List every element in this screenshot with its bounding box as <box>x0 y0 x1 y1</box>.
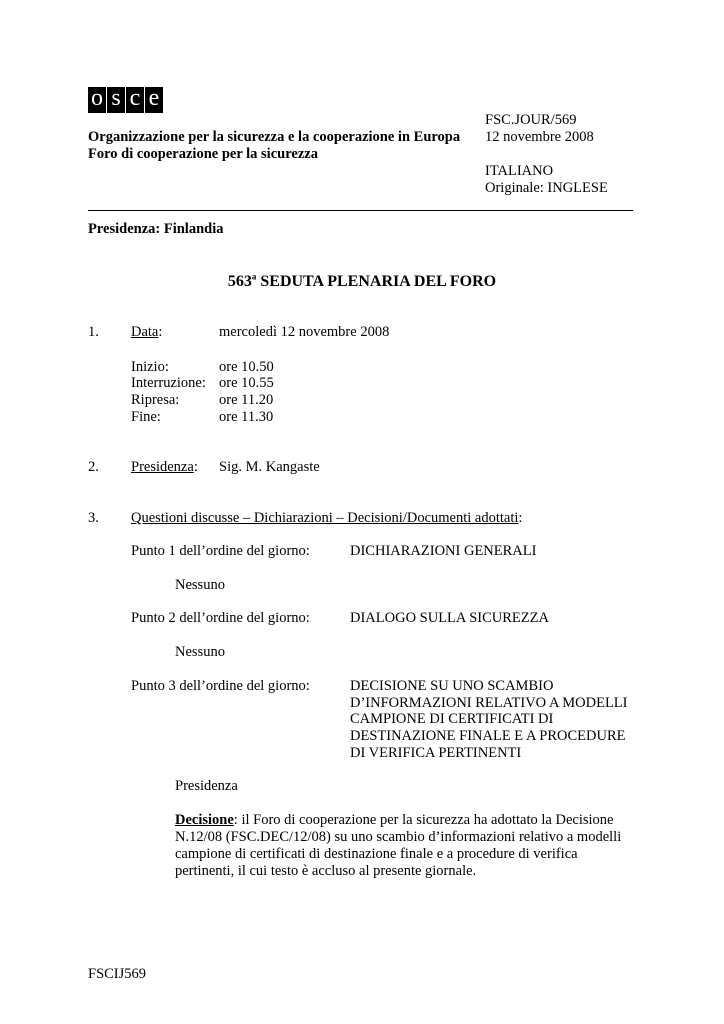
agenda-item-title: DIALOGO SULLA SICUREZZA <box>350 610 549 626</box>
doc-date: 12 novembre 2008 <box>485 129 594 145</box>
date-label-colon: : <box>158 324 163 340</box>
time-label: Inizio: <box>131 359 169 375</box>
time-label: Fine: <box>131 409 161 425</box>
agenda-item-note: Nessuno <box>175 644 225 660</box>
time-value: ore 11.30 <box>219 409 274 425</box>
chairmanship: Presidenza: Finlandia <box>88 221 224 237</box>
meeting-number: 563 <box>227 273 252 290</box>
chair-label-text: Presidenza <box>131 459 194 475</box>
time-label: Interruzione: <box>131 375 206 391</box>
decision-label: Decisione <box>175 812 234 828</box>
date-label-text: Data <box>131 324 159 340</box>
decision-line: campione di certificati di destinazione finale e a procedure di verifica <box>175 846 578 862</box>
decision-text: : il Foro di cooperazione per la sicurezza ha adottato la Decisione <box>233 812 614 828</box>
logo-letter: e <box>145 87 163 113</box>
logo-letter: c <box>126 87 144 113</box>
decision-line: pertinenti, il cui testo è accluso al presente giornale. <box>175 863 477 879</box>
agenda-item-title: D’INFORMAZIONI RELATIVO A MODELLI <box>350 695 628 711</box>
item-number: 1. <box>88 324 99 340</box>
logo-letter: s <box>107 87 125 113</box>
agenda-item-title: DESTINAZIONE FINALE E A PROCEDURE <box>350 728 626 744</box>
footer-code: FSCIJ569 <box>88 966 147 982</box>
forum-name: Foro di cooperazione per la sicurezza <box>88 146 318 162</box>
agenda-item-label: Punto 1 dell’ordine del giorno: <box>131 543 310 559</box>
org-name: Organizzazione per la sicurezza e la cooperazione in Europa <box>88 129 461 145</box>
item-number: 3. <box>88 510 99 526</box>
time-value: ore 10.55 <box>219 375 274 391</box>
decision-paragraph <box>175 812 635 880</box>
agenda-item-label: Punto 2 dell’ordine del giorno: <box>131 610 310 626</box>
topics-heading-colon: : <box>518 510 523 526</box>
agenda-item-title: DECISIONE SU UNO SCAMBIO <box>350 678 554 694</box>
header-divider <box>88 210 633 211</box>
agenda-item-note: Presidenza <box>175 778 238 794</box>
doc-reference: FSC.JOUR/569 <box>485 112 577 128</box>
topics-heading <box>131 510 522 527</box>
date-label <box>131 324 162 341</box>
doc-original-language: Originale: INGLESE <box>485 180 608 196</box>
time-value: ore 10.50 <box>219 359 274 375</box>
title-text: SEDUTA PLENARIA DEL FORO <box>256 273 497 290</box>
item-number: 2. <box>88 459 99 475</box>
agenda-item-title: DI VERIFICA PERTINENTI <box>350 745 522 761</box>
time-value: ore 11.20 <box>219 392 274 408</box>
chair-label-colon: : <box>193 459 198 475</box>
chair-label <box>131 459 198 476</box>
time-label: Ripresa: <box>131 392 180 408</box>
chair-value: Sig. M. Kangaste <box>219 459 320 475</box>
decision-line <box>175 812 635 829</box>
agenda-item-title: CAMPIONE DI CERTIFICATI DI <box>350 711 554 727</box>
osce-logo <box>88 87 164 113</box>
doc-language: ITALIANO <box>485 163 554 179</box>
agenda-item-label: Punto 3 dell’ordine del giorno: <box>131 678 310 694</box>
page-title <box>88 273 636 291</box>
decision-line: N.12/08 (FSC.DEC/12/08) su uno scambio d’informazioni relativo a modelli <box>175 829 622 845</box>
ordinal-suffix: a <box>251 271 257 282</box>
logo-letter: o <box>88 87 106 113</box>
date-value: mercoledì 12 novembre 2008 <box>219 324 390 340</box>
agenda-item-title: DICHIARAZIONI GENERALI <box>350 543 537 559</box>
topics-heading-text: Questioni discusse – Dichiarazioni – Decisioni/Documenti adottati <box>131 510 519 526</box>
agenda-item-note: Nessuno <box>175 577 225 593</box>
